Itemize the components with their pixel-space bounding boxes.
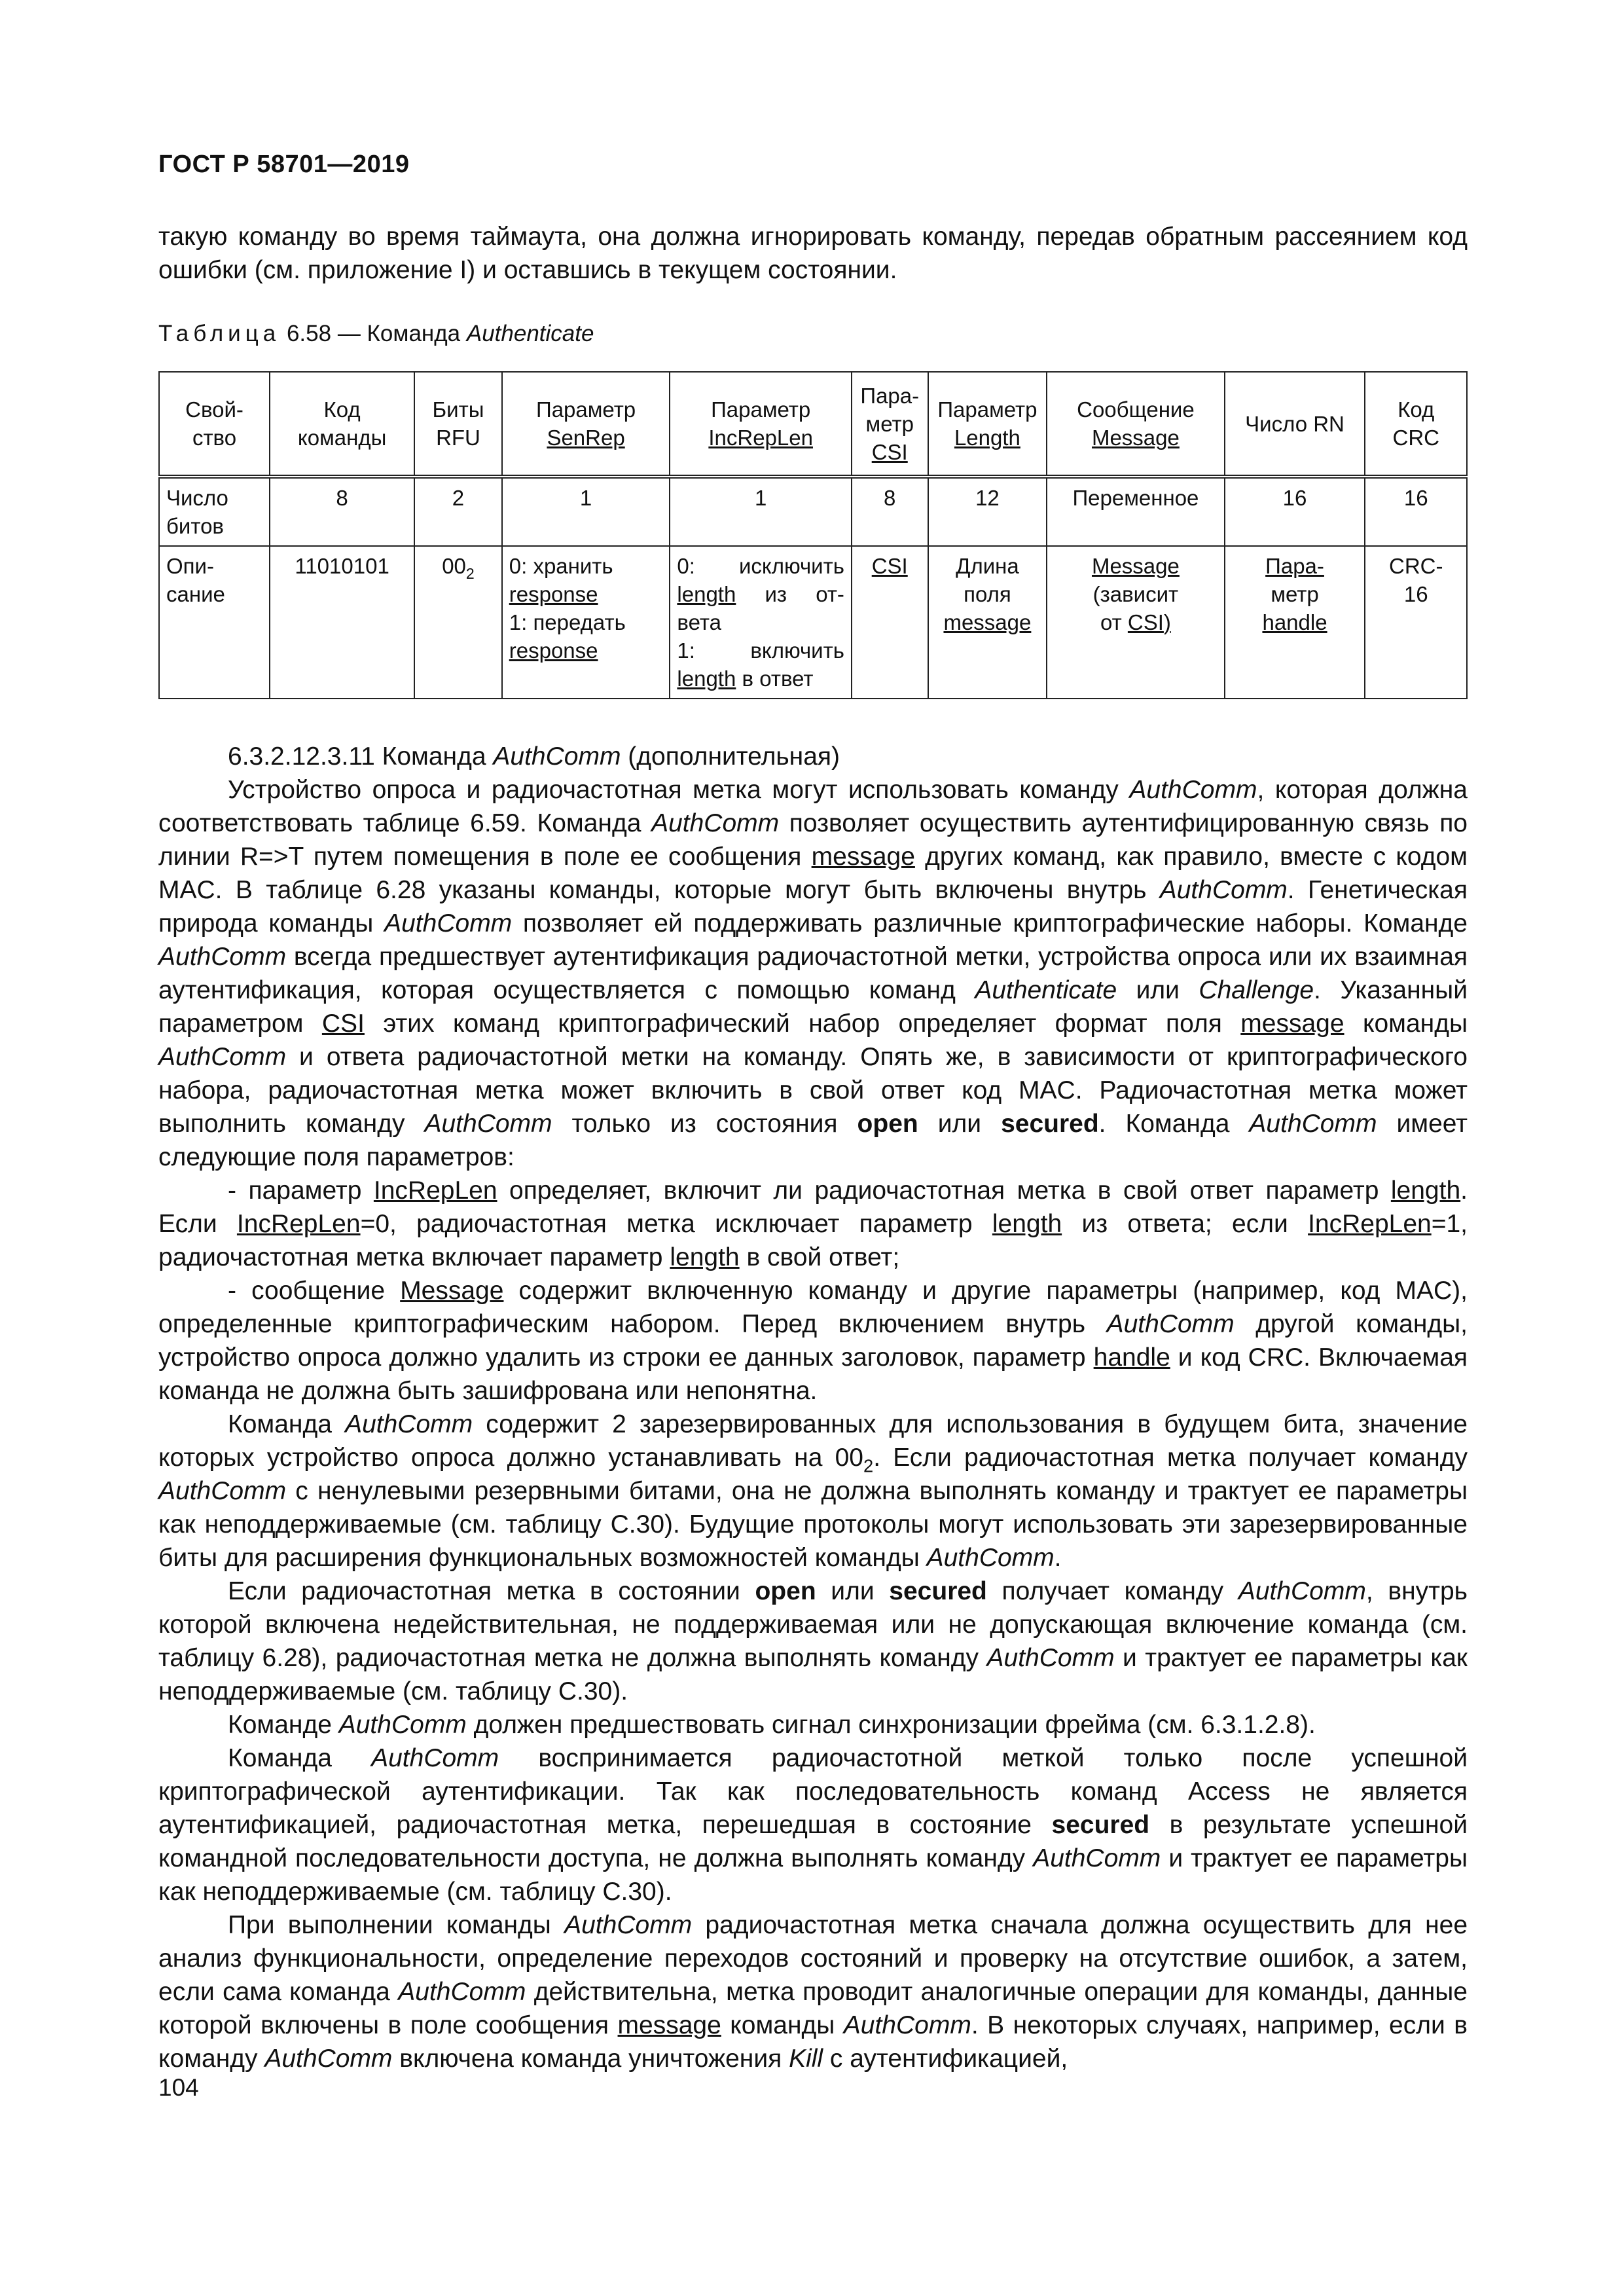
header-senrep: Параметр SenRep xyxy=(502,372,670,477)
body-text xyxy=(158,740,1468,2075)
header-crc: Код CRC xyxy=(1365,372,1467,477)
header-increplen: Параметр IncRepLen xyxy=(670,372,852,477)
paragraph-2: - параметр IncRepLen определяет, включит ли радиочастотная метка в свой ответ параметр length. Если IncRepLen=0, радиочастотная метка исключает параметр length из ответа; если IncRepLen=1, радиочастотная метка включает параметр length в свой ответ; xyxy=(158,1176,1468,1271)
cell: Переменное xyxy=(1047,477,1224,546)
table-row-bits xyxy=(159,477,1467,546)
paragraph-3: - сообщение Message содержит включенную команду и другие параметры (например, код MAC), определенные криптографическим набором. Перед включением внутрь AuthComm другой команды, устройство опроса должно удалить из строки ее данных заголовок, параметр handle и код CRC. Включаемая команда не должна быть зашифрована или непонятна. xyxy=(158,1277,1468,1405)
cell: 8 xyxy=(270,477,414,546)
section-heading: 6.3.2.12.3.11 Команда AuthComm (дополнительная) xyxy=(228,742,840,771)
page-number: 104 xyxy=(158,2074,199,2101)
cell: 2 xyxy=(414,477,502,546)
paragraph-6: Команде AuthComm должен предшествовать сигнал синхронизации фрейма (см. 6.3.1.2.8). xyxy=(228,1711,1316,1739)
header-csi: Пара- метр CSI xyxy=(852,372,928,477)
cell: CSI xyxy=(852,546,928,699)
cell: 1 xyxy=(502,477,670,546)
caption-rest: 6.58 — Команда xyxy=(286,321,461,346)
table-row-description xyxy=(159,546,1467,699)
header-length: Параметр Length xyxy=(928,372,1047,477)
cell: Пара- метр handle xyxy=(1225,546,1365,699)
cell: Длина поля message xyxy=(928,546,1047,699)
caption-word: Таблица xyxy=(158,321,281,346)
paragraph-1: Устройство опроса и радиочастотная метка могут использовать команду AuthComm, которая должна соответствовать таблице 6.59. Команда AuthComm позволяет осуществить аутентифицированную связь по линии R=>T путем помещения в поле ее сообщения message других команд, как правило, вместе с кодом MAC. В таблице 6.28 указаны команды, которые могут быть включены внутрь AuthComm. Генетическая природа команды AuthComm позволяет ей поддерживать различные криптографические наборы. Команде AuthComm всегда предшествует аутентификация радиочастотной метки, устройства опроса или их взаимная аутентификация, которая осуществляется с помощью команд Authenticate или Challenge. Указанный параметром CSI этих команд криптографический набор определяет формат поля message команды AuthComm и ответа радиочастотной метки на команду. Опять же, в зависимости от криптографического набора, радиочастотная метка может включить в свой ответ код MAC. Радиочастотная метка может выполнить команду AuthComm только из состояния open или secured. Команда AuthComm имеет следующие поля параметров: xyxy=(158,776,1468,1171)
paragraph-4: Команда AuthComm содержит 2 зарезервированных для использования в будущем бита, значение которых устройство опроса должно устанавливать на $00_2$. Если радиочастотная метка получает команду AuthComm с ненулевыми резервными битами, она не должна выполнять команду и трактует ее параметры как неподдерживаемые (см. таблицу С.30). Будущие протоколы могут использовать эти зарезервированные биты для расширения функциональных возможностей команды AuthComm. xyxy=(158,1410,1468,1572)
table-caption xyxy=(158,321,594,347)
header-rn: Число RN xyxy=(1225,372,1365,477)
document-header: ГОСТ Р 58701—2019 xyxy=(158,151,410,178)
row-label-bits: Число битов xyxy=(159,477,270,546)
cell: 0: хранить response 1: передать response xyxy=(502,546,670,699)
row-label-description: Опи- сание xyxy=(159,546,270,699)
cell: 16 xyxy=(1225,477,1365,546)
cell: 16 xyxy=(1365,477,1467,546)
paragraph-8: При выполнении команды AuthComm радиочастотная метка сначала должна осуществить для нее анализ функциональности, определение переходов состояний и проверку на отсутствие ошибок, а затем, если сама команда AuthComm действительна, метка проводит аналогичные операции для команды, данные которой включены в поле сообщения message команды AuthComm. В некоторых случаях, например, если в команду AuthComm включена команда уничтожения Kill с аутентификацией, xyxy=(158,1911,1468,2073)
caption-command: Authenticate xyxy=(466,321,594,346)
paragraph-5: Если радиочастотная метка в состоянии open или secured получает команду AuthComm, внутрь которой включена недействительная, не поддерживаемая или не допускающая включение команда (см. таблицу 6.28), радиочастотная метка не должна выполнять команду AuthComm и трактует ее параметры как неподдерживаемые (см. таблицу С.30). xyxy=(158,1577,1468,1705)
table-header-row xyxy=(159,372,1467,477)
cell: CRC- 16 xyxy=(1365,546,1467,699)
cell: 12 xyxy=(928,477,1047,546)
cell: 11010101 xyxy=(270,546,414,699)
intro-paragraph: такую команду во время таймаута, она должна игнорировать команду, передав обратным рассеянием код ошибки (см. приложение I) и оставшись в текущем состоянии. xyxy=(158,223,1468,284)
header-command-code: Код команды xyxy=(270,372,414,477)
paragraph-7: Команда AuthComm воспринимается радиочастотной меткой только после успешной криптографической аутентификации. Так как последовательность команд Access не является аутентификацией, радиочастотная метка, перешедшая в состояние secured в результате успешной командной последовательности доступа, не должна выполнять команду AuthComm и трактует ее параметры как неподдерживаемые (см. таблицу С.30). xyxy=(158,1744,1468,1906)
cell: 8 xyxy=(852,477,928,546)
header-property: Свой- ство xyxy=(159,372,270,477)
cell: 0: исключить length из от- вета 1: включить length в ответ xyxy=(670,546,852,699)
authenticate-table xyxy=(158,371,1468,699)
header-rfu-bits: Биты RFU xyxy=(414,372,502,477)
cell: $00_2$ xyxy=(414,546,502,699)
header-message: Сообщение Message xyxy=(1047,372,1224,477)
cell: 1 xyxy=(670,477,852,546)
cell: Message (зависит от CSI) xyxy=(1047,546,1224,699)
